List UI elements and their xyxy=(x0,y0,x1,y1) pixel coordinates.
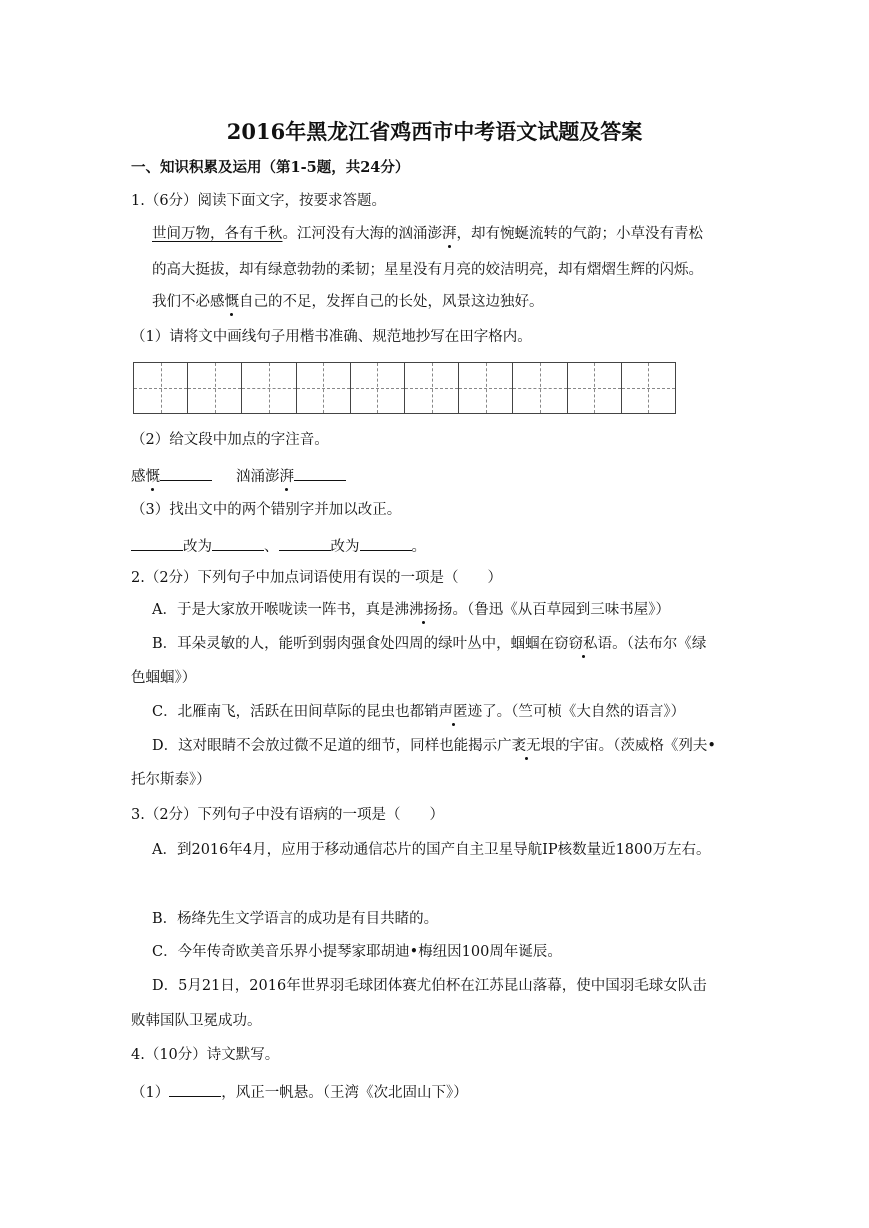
grid-cell[interactable] xyxy=(134,363,188,413)
dotted-phrase: 广袤无垠 xyxy=(497,738,556,754)
option-b: B．耳朵灵敏的人，能听到弱肉强食处四周的绿叶丛中，蝈蝈在窃窃私语。（法布尔《绿 xyxy=(152,636,707,652)
dotted-phrase: 窃窃私语 xyxy=(554,636,613,652)
sub-question-3: （3）找出文中的两个错别字并加以改正。 xyxy=(131,502,402,518)
grid-cell[interactable] xyxy=(297,363,351,413)
option-b: B．杨绛先生文学语言的成功是有目共睹的。 xyxy=(152,911,439,927)
dotted-phrase: 沸沸扬扬 xyxy=(394,602,453,618)
passage-line-3: 我们不必感慨自己的不足，发挥自己的长处，风景这边独好。 xyxy=(152,294,544,310)
answer-blank[interactable] xyxy=(169,1080,221,1097)
option-b-continued: 色蝈蝈》） xyxy=(131,670,197,686)
question-4-heading: 4.（10分）诗文默写。 xyxy=(131,1047,280,1063)
option-a: A．于是大家放开喉咙读一阵书，真是沸沸扬扬。（鲁迅《从百草园到三味书屋》） xyxy=(152,602,670,618)
answer-blank[interactable] xyxy=(279,534,331,551)
dotted-char: 慨 xyxy=(224,294,239,310)
option-d: D．5月21日，2016年世界羽毛球团体赛尤伯杯在江苏昆山落幕，使中国羽毛球女队击 xyxy=(152,978,707,994)
passage-line-2: 的高大挺拔，却有绿意勃勃的柔韧；星星没有月亮的姣洁明亮，却有熠熠生辉的闪烁。 xyxy=(152,262,703,278)
answer-blank[interactable] xyxy=(131,534,183,551)
answer-blank[interactable] xyxy=(160,464,212,481)
underlined-sentence: 世间万物，各有千秋 xyxy=(152,226,283,242)
dotted-char: 湃 xyxy=(279,469,294,485)
pinyin-line: 感慨 汹涌澎湃 xyxy=(131,464,346,487)
section-heading: 一、知识积累及运用（第1-5题，共24分） xyxy=(131,159,410,176)
grid-cell[interactable] xyxy=(242,363,296,413)
option-c: C．今年传奇欧美音乐界小提琴家耶胡迪•梅纽因100周年诞辰。 xyxy=(152,944,562,960)
dotted-char: 湃 xyxy=(442,226,457,242)
dotted-char: 慨 xyxy=(145,469,160,485)
option-a: A．到2016年4月，应用于移动通信芯片的国产自主卫星导航IP核数量近1800万左右。 xyxy=(152,842,711,858)
option-d-continued: 败韩国队卫冕成功。 xyxy=(131,1013,262,1029)
grid-cell[interactable] xyxy=(622,363,675,413)
grid-cell[interactable] xyxy=(188,363,242,413)
correction-line: 改为 、 改为 。 xyxy=(131,534,426,557)
tianzige-grid xyxy=(133,362,676,414)
option-c: C．北雁南飞，活跃在田间草际的昆虫也都销声匿迹了。（竺可桢《大自然的语言》） xyxy=(152,704,686,720)
page-title: 2016年黑龙江省鸡西市中考语文试题及答案 xyxy=(226,119,643,144)
passage-line-1: 世间万物，各有千秋。江河没有大海的汹涌澎湃，却有惋蜒流转的气韵；小草没有青松 xyxy=(152,226,703,242)
grid-cell[interactable] xyxy=(568,363,622,413)
option-d: D．这对眼睛不会放过微不足道的细节，同样也能揭示广袤无垠的宇宙。（茨威格《列夫• xyxy=(152,738,716,754)
grid-cell[interactable] xyxy=(405,363,459,413)
sub-question-2: （2）给文段中加点的字注音。 xyxy=(131,432,329,448)
option-d-continued: 托尔斯泰》） xyxy=(131,772,211,788)
grid-cell[interactable] xyxy=(351,363,405,413)
answer-blank[interactable] xyxy=(212,534,264,551)
question-3-heading: 3.（2分）下列句子中没有语病的一项是（ ） xyxy=(131,807,445,823)
question-2-heading: 2.（2分）下列句子中加点词语使用有误的一项是（ ） xyxy=(131,570,503,586)
answer-blank[interactable] xyxy=(294,464,346,481)
sub-question-1: （1）请将文中画线句子用楷书准确、规范地抄写在田字格内。 xyxy=(131,329,532,345)
dotted-phrase: 销声匿迹 xyxy=(424,704,483,720)
grid-cell[interactable] xyxy=(459,363,513,413)
question-1-heading: 1.（6分）阅读下面文字，按要求答题。 xyxy=(131,193,387,209)
poem-line-1: （1） ，风正一帆悬。（王湾《次北固山下》） xyxy=(131,1080,468,1103)
grid-cell[interactable] xyxy=(513,363,567,413)
answer-blank[interactable] xyxy=(360,534,412,551)
